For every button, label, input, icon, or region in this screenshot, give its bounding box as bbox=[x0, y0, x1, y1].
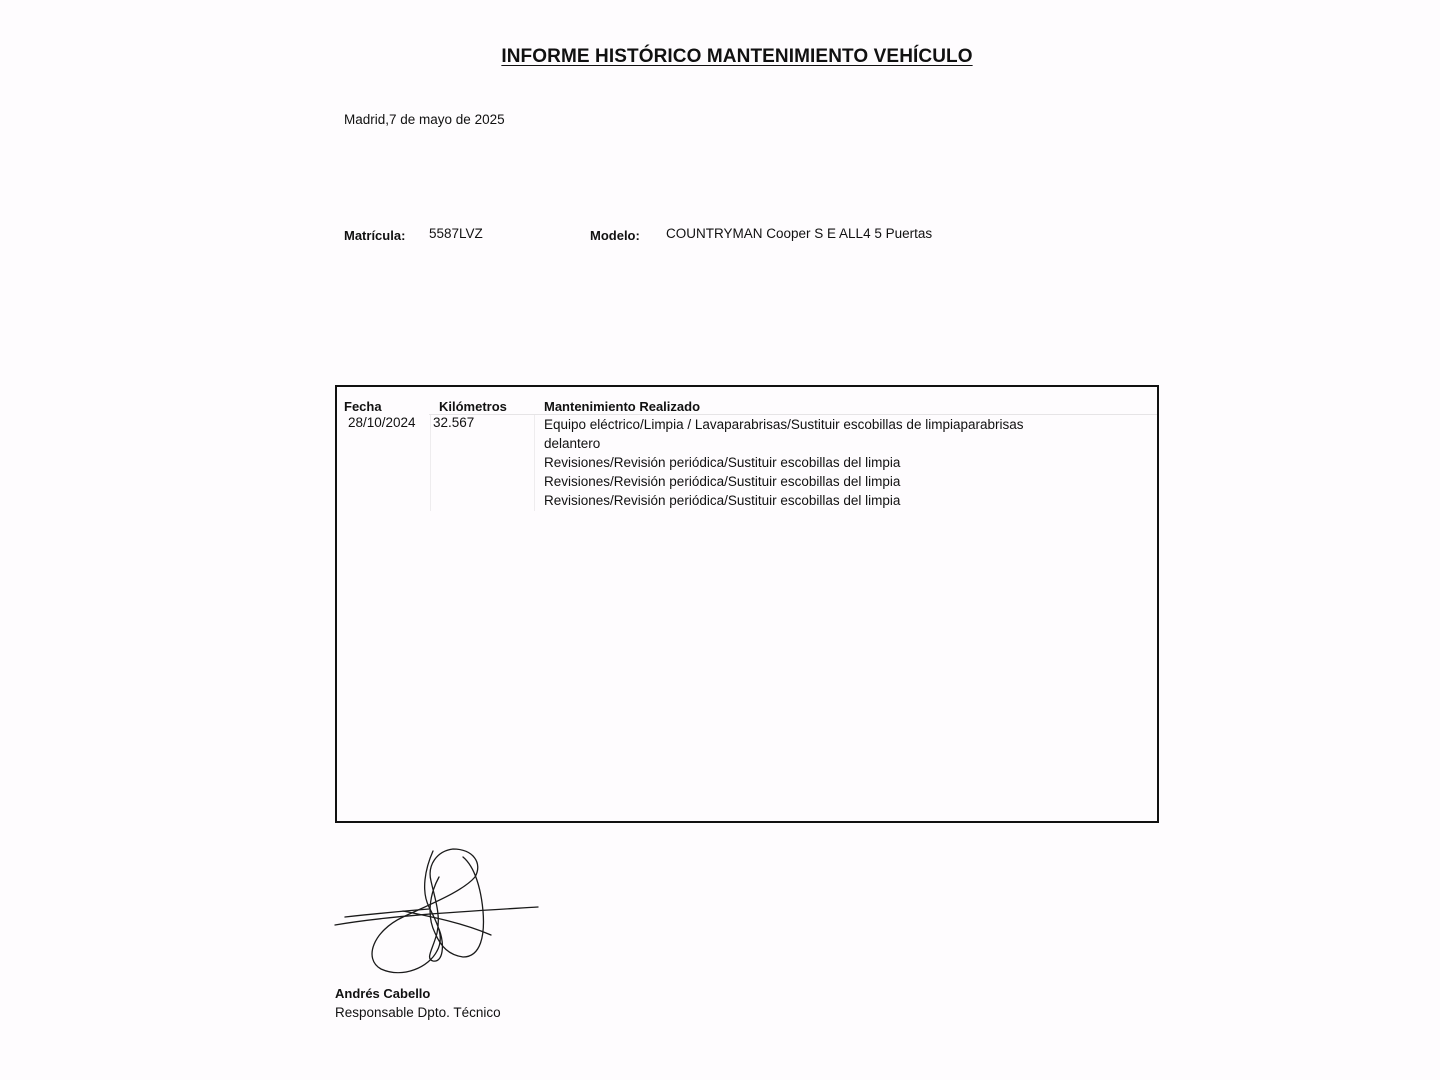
plate-label: Matrícula: bbox=[344, 228, 406, 243]
plate-value: 5587LVZ bbox=[429, 226, 483, 241]
signer-name: Andrés Cabello bbox=[335, 986, 431, 1001]
row-work-list bbox=[544, 415, 1064, 510]
work-item: Revisiones/Revisión periódica/Sustituir escobillas del limpia bbox=[544, 474, 901, 489]
work-item: Revisiones/Revisión periódica/Sustituir escobillas del limpia bbox=[544, 493, 901, 508]
row-km: 32.567 bbox=[433, 415, 475, 430]
signer-role: Responsable Dpto. Técnico bbox=[335, 1005, 501, 1020]
header-km: Kilómetros bbox=[439, 399, 507, 414]
work-item: Equipo eléctrico/Limpia / Lavaparabrisas/Sustituir escobillas de limpiaparabrisas delantero bbox=[544, 417, 1024, 451]
handwritten-signature bbox=[333, 845, 543, 980]
maintenance-table bbox=[335, 385, 1159, 823]
model-label: Modelo: bbox=[590, 228, 640, 243]
header-work: Mantenimiento Realizado bbox=[544, 399, 701, 414]
row-date: 28/10/2024 bbox=[348, 415, 416, 430]
work-item: Revisiones/Revisión periódica/Sustituir escobillas del limpia bbox=[544, 455, 901, 470]
report-title: INFORME HISTÓRICO MANTENIMIENTO VEHÍCULO bbox=[501, 46, 973, 67]
place-date: Madrid,7 de mayo de 2025 bbox=[344, 112, 505, 127]
model-value: COUNTRYMAN Cooper S E ALL4 5 Puertas bbox=[666, 226, 933, 241]
header-date: Fecha bbox=[344, 399, 382, 414]
column-divider bbox=[430, 415, 431, 511]
column-divider bbox=[534, 415, 535, 511]
